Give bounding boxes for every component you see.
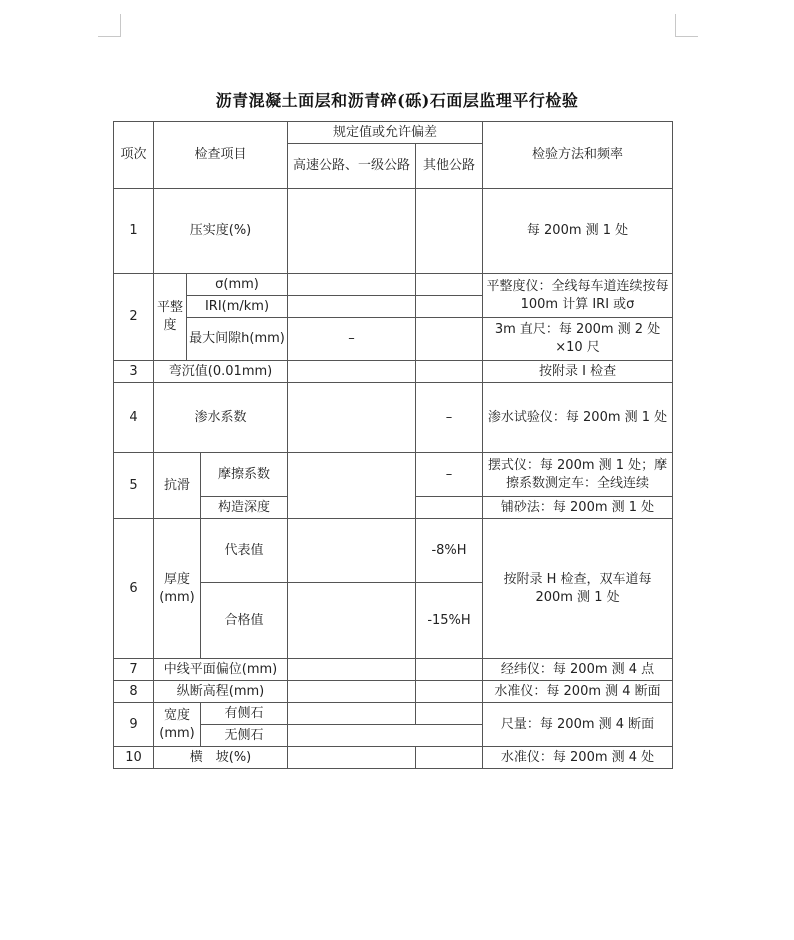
table-row bbox=[114, 361, 673, 383]
header-method: 检验方法和频率 bbox=[483, 122, 673, 189]
test-method: 摆式仪：每 200m 测 1 处；摩擦系数测定车：全线连续 bbox=[483, 453, 673, 497]
check-subitem: 合格值 bbox=[201, 583, 288, 659]
table-row bbox=[114, 703, 673, 725]
table-row bbox=[114, 189, 673, 274]
table-header-row bbox=[114, 122, 673, 144]
check-group: 平整度 bbox=[154, 274, 187, 361]
test-method: 每 200m 测 1 处 bbox=[483, 189, 673, 274]
check-subitem: σ(mm) bbox=[187, 274, 288, 296]
other-value bbox=[416, 318, 483, 361]
check-item: 压实度(%) bbox=[154, 189, 288, 274]
highway-value bbox=[288, 659, 416, 681]
check-item: 横 坡(%) bbox=[154, 747, 288, 769]
other-value: -8%H bbox=[416, 519, 483, 583]
highway-value bbox=[288, 519, 416, 583]
test-method: 按附录 H 检查，双车道每 200m 测 1 处 bbox=[483, 519, 673, 659]
value-cell bbox=[288, 725, 483, 747]
table-row bbox=[114, 519, 673, 583]
table-row bbox=[114, 659, 673, 681]
row-no: 1 bbox=[114, 189, 154, 274]
check-group: 宽度(mm) bbox=[154, 703, 201, 747]
table-row bbox=[114, 747, 673, 769]
highway-value bbox=[288, 274, 416, 296]
other-value bbox=[416, 747, 483, 769]
other-value bbox=[416, 189, 483, 274]
highway-value: – bbox=[288, 318, 416, 361]
inspection-table bbox=[113, 121, 673, 769]
row-no: 5 bbox=[114, 453, 154, 519]
other-value bbox=[416, 497, 483, 519]
other-value bbox=[416, 681, 483, 703]
check-subitem: 无侧石 bbox=[201, 725, 288, 747]
corner-mark-top-left bbox=[98, 14, 121, 37]
header-no: 项次 bbox=[114, 122, 154, 189]
row-no: 3 bbox=[114, 361, 154, 383]
highway-value bbox=[288, 189, 416, 274]
check-group: 抗滑 bbox=[154, 453, 201, 519]
header-other: 其他公路 bbox=[416, 144, 483, 189]
check-subitem: 代表值 bbox=[201, 519, 288, 583]
other-value bbox=[416, 296, 483, 318]
other-value bbox=[416, 703, 483, 725]
test-method: 平整度仪：全线每车道连续按每 100m 计算 IRI 或σ bbox=[483, 274, 673, 318]
test-method: 3m 直尺：每 200m 测 2 处×10 尺 bbox=[483, 318, 673, 361]
check-subitem: 摩擦系数 bbox=[201, 453, 288, 497]
check-item: 中线平面偏位(mm) bbox=[154, 659, 288, 681]
other-value bbox=[416, 274, 483, 296]
test-method: 水准仪：每 200m 测 4 断面 bbox=[483, 681, 673, 703]
test-method: 水准仪：每 200m 测 4 处 bbox=[483, 747, 673, 769]
highway-value bbox=[288, 296, 416, 318]
test-method: 按附录 I 检查 bbox=[483, 361, 673, 383]
check-subitem: IRI(m/km) bbox=[187, 296, 288, 318]
row-no: 4 bbox=[114, 383, 154, 453]
row-no: 6 bbox=[114, 519, 154, 659]
highway-value bbox=[288, 383, 416, 453]
test-method: 经纬仪：每 200m 测 4 点 bbox=[483, 659, 673, 681]
test-method: 尺量：每 200m 测 4 断面 bbox=[483, 703, 673, 747]
check-item: 渗水系数 bbox=[154, 383, 288, 453]
table-row bbox=[114, 453, 673, 497]
highway-value bbox=[288, 681, 416, 703]
highway-value bbox=[288, 583, 416, 659]
other-value: – bbox=[416, 383, 483, 453]
table-row bbox=[114, 318, 673, 361]
header-highway: 高速公路、一级公路 bbox=[288, 144, 416, 189]
check-group: 厚度(mm) bbox=[154, 519, 201, 659]
table-row bbox=[114, 681, 673, 703]
check-subitem: 有侧石 bbox=[201, 703, 288, 725]
highway-value bbox=[288, 453, 416, 519]
header-item: 检查项目 bbox=[154, 122, 288, 189]
check-subitem: 最大间隙h(mm) bbox=[187, 318, 288, 361]
other-value: -15%H bbox=[416, 583, 483, 659]
row-no: 9 bbox=[114, 703, 154, 747]
row-no: 10 bbox=[114, 747, 154, 769]
test-method: 渗水试验仪：每 200m 测 1 处 bbox=[483, 383, 673, 453]
test-method: 铺砂法：每 200m 测 1 处 bbox=[483, 497, 673, 519]
highway-value bbox=[288, 703, 416, 725]
row-no: 7 bbox=[114, 659, 154, 681]
table-row bbox=[114, 383, 673, 453]
check-item: 纵断高程(mm) bbox=[154, 681, 288, 703]
check-subitem: 构造深度 bbox=[201, 497, 288, 519]
check-item: 弯沉值(0.01mm) bbox=[154, 361, 288, 383]
other-value bbox=[416, 659, 483, 681]
document-title: 沥青混凝土面层和沥青碎(砾)石面层监理平行检验 bbox=[215, 91, 579, 110]
table-row bbox=[114, 274, 673, 296]
highway-value bbox=[288, 361, 416, 383]
highway-value bbox=[288, 747, 416, 769]
other-value bbox=[416, 361, 483, 383]
row-no: 2 bbox=[114, 274, 154, 361]
header-allowance: 规定值或允许偏差 bbox=[288, 122, 483, 144]
corner-mark-top-right bbox=[675, 14, 698, 37]
other-value: – bbox=[416, 453, 483, 497]
row-no: 8 bbox=[114, 681, 154, 703]
